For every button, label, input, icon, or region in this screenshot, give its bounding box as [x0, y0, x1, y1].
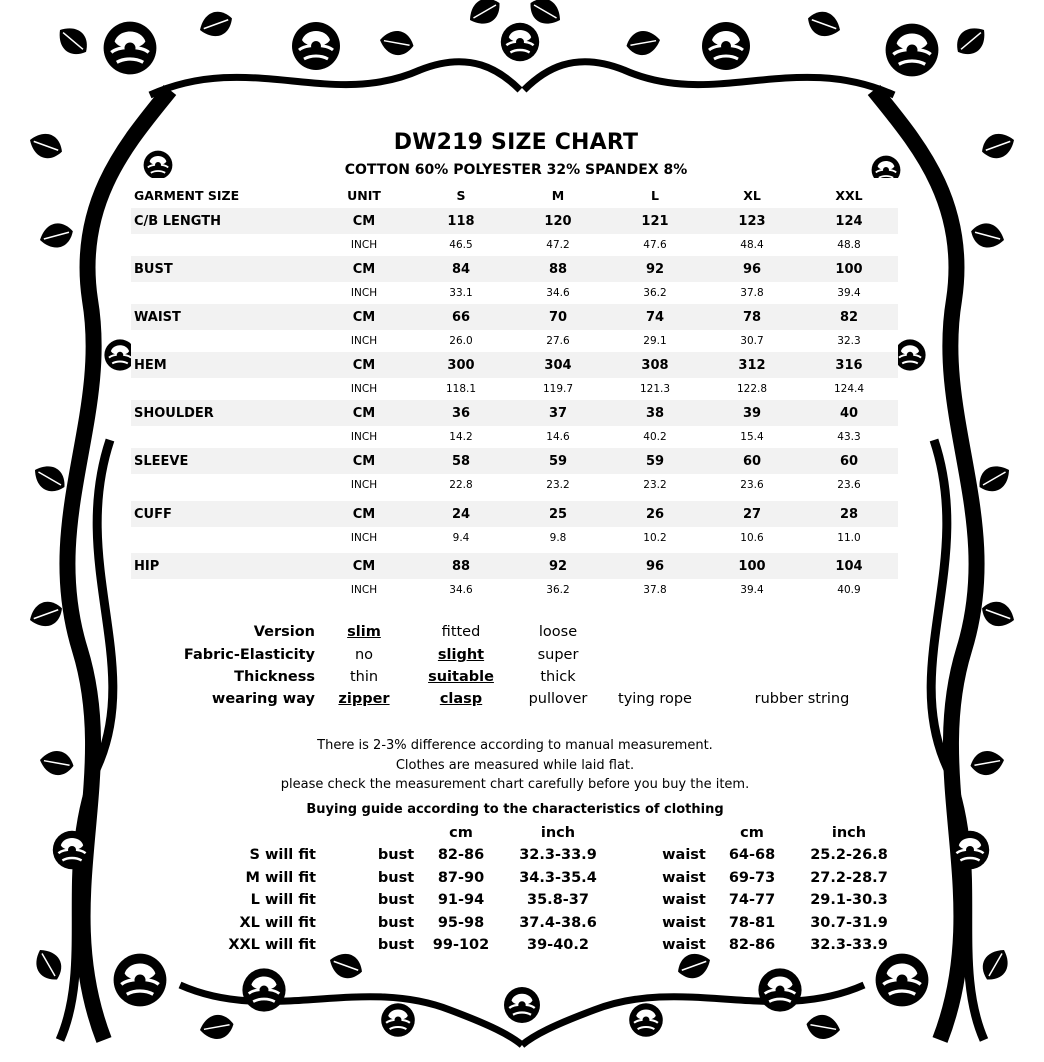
guide-waist-inch: 29.1-30.3 [810, 892, 888, 908]
guide-size-fit: S will fit [249, 847, 316, 863]
unit-inch: INCH [350, 532, 378, 544]
unit-cm: CM [352, 454, 376, 469]
inch-value: 23.6 [740, 479, 764, 491]
cm-value: 58 [451, 454, 471, 469]
measurement-name: C/B LENGTH [134, 214, 221, 229]
property-option: thick [540, 669, 576, 685]
property-option: rubber string [754, 691, 850, 707]
guide-part-waist: waist [662, 870, 706, 886]
table-row-band [131, 553, 898, 579]
inch-value: 23.6 [837, 479, 861, 491]
guide-bust-cm: 82-86 [437, 847, 485, 863]
measurement-name: HEM [134, 358, 167, 373]
cm-value: 96 [645, 559, 665, 574]
unit-cm: CM [352, 507, 376, 522]
property-option: fitted [441, 624, 481, 640]
inch-value: 37.8 [643, 584, 667, 596]
guide-waist-inch: 27.2-28.7 [810, 870, 888, 886]
unit-inch: INCH [350, 479, 378, 491]
cm-value: 38 [645, 406, 665, 421]
cm-value: 300 [447, 358, 475, 373]
unit-cm: CM [352, 358, 376, 373]
inch-value: 46.5 [449, 239, 473, 251]
guide-bust-inch: 34.3-35.4 [519, 870, 597, 886]
inch-value: 22.8 [449, 479, 473, 491]
col-header-size: XL [743, 188, 761, 203]
cm-value: 84 [451, 262, 471, 277]
table-row-band [131, 501, 898, 527]
guide-bust-inch: 39-40.2 [527, 937, 589, 953]
guide-header-inch-waist: inch [831, 825, 867, 841]
note-line: Clothes are measured while laid flat. [395, 758, 635, 773]
cm-value: 92 [548, 559, 568, 574]
table-row-band [131, 352, 898, 378]
cm-value: 92 [645, 262, 665, 277]
cm-value: 124 [835, 214, 863, 229]
cm-value: 27 [742, 507, 762, 522]
cm-value: 104 [835, 559, 863, 574]
cm-value: 88 [548, 262, 568, 277]
cm-value: 59 [548, 454, 568, 469]
guide-waist-cm: 82-86 [728, 937, 776, 953]
cm-value: 40 [839, 406, 859, 421]
guide-part-bust: bust [377, 870, 415, 886]
cm-value: 123 [738, 214, 766, 229]
unit-cm: CM [352, 310, 376, 325]
inch-value: 124.4 [833, 383, 865, 395]
inch-value: 11.0 [837, 532, 861, 544]
col-header-garment-size: GARMENT SIZE [134, 188, 240, 203]
inch-value: 36.2 [546, 584, 570, 596]
guide-bust-cm: 99-102 [432, 937, 490, 953]
inch-value: 33.1 [449, 287, 473, 299]
property-label: Fabric-Elasticity [183, 647, 315, 663]
guide-bust-inch: 37.4-38.6 [519, 915, 597, 931]
cm-value: 39 [742, 406, 762, 421]
property-option: loose [538, 624, 578, 640]
guide-size-fit: XL will fit [239, 915, 316, 931]
inch-value: 122.8 [736, 383, 768, 395]
inch-value: 23.2 [546, 479, 570, 491]
property-option-selected: suitable [428, 669, 494, 685]
inch-value: 47.2 [546, 239, 570, 251]
guide-bust-cm: 87-90 [437, 870, 485, 886]
cm-value: 121 [641, 214, 669, 229]
unit-inch: INCH [350, 239, 378, 251]
guide-size-fit: XXL will fit [228, 937, 316, 953]
cm-value: 66 [451, 310, 471, 325]
table-row-band [131, 400, 898, 426]
guide-waist-inch: 32.3-33.9 [810, 937, 888, 953]
cm-value: 60 [839, 454, 859, 469]
cm-value: 120 [544, 214, 572, 229]
cm-value: 78 [742, 310, 762, 325]
cm-value: 26 [645, 507, 665, 522]
cm-value: 304 [544, 358, 572, 373]
guide-size-fit: M will fit [245, 870, 316, 886]
property-label: Thickness [234, 669, 315, 685]
inch-value: 37.8 [740, 287, 764, 299]
measurement-name: HIP [134, 559, 160, 574]
guide-bust-inch: 32.3-33.9 [519, 847, 597, 863]
cm-value: 96 [742, 262, 762, 277]
cm-value: 37 [548, 406, 568, 421]
inch-value: 29.1 [643, 335, 667, 347]
property-option-selected: slim [347, 624, 381, 640]
inch-value: 40.9 [837, 584, 861, 596]
property-option-selected: zipper [338, 691, 390, 707]
cm-value: 100 [835, 262, 863, 277]
table-row-band [131, 208, 898, 234]
cm-value: 24 [451, 507, 471, 522]
property-option: tying rope [618, 691, 692, 707]
measurement-name: WAIST [134, 310, 181, 325]
unit-cm: CM [352, 406, 376, 421]
inch-value: 47.6 [643, 239, 667, 251]
col-header-unit: UNIT [347, 188, 381, 203]
inch-value: 34.6 [546, 287, 570, 299]
guide-size-fit: L will fit [250, 892, 316, 908]
cm-value: 25 [548, 507, 568, 522]
col-header-size: L [651, 188, 659, 203]
inch-value: 26.0 [449, 335, 473, 347]
unit-inch: INCH [350, 287, 378, 299]
cm-value: 60 [742, 454, 762, 469]
property-option: thin [349, 669, 379, 685]
guide-part-waist: waist [662, 937, 706, 953]
cm-value: 118 [447, 214, 475, 229]
col-header-size: XXL [835, 188, 863, 203]
guide-part-waist: waist [662, 847, 706, 863]
inch-value: 39.4 [740, 584, 764, 596]
inch-value: 14.6 [546, 431, 570, 443]
guide-waist-cm: 74-77 [728, 892, 776, 908]
guide-part-bust: bust [377, 915, 415, 931]
cm-value: 88 [451, 559, 471, 574]
table-row-band [131, 304, 898, 330]
inch-value: 23.2 [643, 479, 667, 491]
inch-value: 9.4 [452, 532, 470, 544]
fabric-composition: COTTON 60% POLYESTER 32% SPANDEX 8% [344, 162, 688, 178]
measurement-name: CUFF [134, 507, 172, 522]
property-label: Version [253, 624, 315, 640]
guide-header-cm-bust: cm [449, 825, 473, 841]
cm-value: 308 [641, 358, 669, 373]
inch-value: 121.3 [639, 383, 671, 395]
inch-value: 48.4 [740, 239, 764, 251]
property-option: pullover [528, 691, 588, 707]
guide-part-bust: bust [377, 847, 415, 863]
cm-value: 74 [645, 310, 665, 325]
property-option: no [354, 647, 374, 663]
inch-value: 10.6 [740, 532, 764, 544]
guide-part-waist: waist [662, 892, 706, 908]
guide-waist-inch: 30.7-31.9 [810, 915, 888, 931]
inch-value: 27.6 [546, 335, 570, 347]
note-line: There is 2-3% difference according to manual measurement. [317, 738, 713, 753]
cm-value: 312 [738, 358, 766, 373]
cm-value: 316 [835, 358, 863, 373]
inch-value: 43.3 [837, 431, 861, 443]
property-option-selected: clasp [439, 691, 483, 707]
unit-inch: INCH [350, 335, 378, 347]
guide-header-inch-bust: inch [540, 825, 576, 841]
guide-bust-cm: 91-94 [437, 892, 485, 908]
property-option-selected: slight [437, 647, 485, 663]
buying-guide-title: Buying guide according to the characteristics of clothing [306, 802, 724, 817]
inch-value: 40.2 [643, 431, 667, 443]
unit-inch: INCH [350, 584, 378, 596]
cm-value: 100 [738, 559, 766, 574]
cm-value: 59 [645, 454, 665, 469]
guide-waist-cm: 78-81 [728, 915, 776, 931]
cm-value: 70 [548, 310, 568, 325]
inch-value: 36.2 [643, 287, 667, 299]
inch-value: 10.2 [643, 532, 667, 544]
measurement-name: BUST [134, 262, 173, 277]
guide-header-cm-waist: cm [740, 825, 764, 841]
guide-bust-cm: 95-98 [437, 915, 485, 931]
note-line: please check the measurement chart carefully before you buy the item. [280, 777, 750, 792]
guide-part-bust: bust [377, 892, 415, 908]
inch-value: 39.4 [837, 287, 861, 299]
inch-value: 32.3 [837, 335, 861, 347]
inch-value: 30.7 [740, 335, 764, 347]
col-header-size: S [456, 188, 466, 203]
guide-part-waist: waist [662, 915, 706, 931]
table-row-band [131, 256, 898, 282]
table-row-band [131, 448, 898, 474]
inch-value: 15.4 [740, 431, 764, 443]
inch-value: 119.7 [542, 383, 574, 395]
unit-cm: CM [352, 262, 376, 277]
unit-cm: CM [352, 559, 376, 574]
guide-waist-cm: 69-73 [728, 870, 776, 886]
measurement-name: SLEEVE [134, 454, 189, 469]
cm-value: 82 [839, 310, 859, 325]
inch-value: 14.2 [449, 431, 473, 443]
cm-value: 28 [839, 507, 859, 522]
cm-value: 36 [451, 406, 471, 421]
inch-value: 34.6 [449, 584, 473, 596]
property-label: wearing way [211, 691, 315, 707]
col-header-size: M [551, 188, 565, 203]
measurement-name: SHOULDER [134, 406, 214, 421]
guide-bust-inch: 35.8-37 [527, 892, 589, 908]
unit-inch: INCH [350, 383, 378, 395]
guide-waist-inch: 25.2-26.8 [810, 847, 888, 863]
guide-waist-cm: 64-68 [728, 847, 776, 863]
unit-cm: CM [352, 214, 376, 229]
chart-title: DW219 SIZE CHART [393, 130, 639, 155]
guide-part-bust: bust [377, 937, 415, 953]
inch-value: 118.1 [445, 383, 477, 395]
unit-inch: INCH [350, 431, 378, 443]
inch-value: 9.8 [549, 532, 567, 544]
inch-value: 48.8 [837, 239, 861, 251]
property-option: super [537, 647, 579, 663]
